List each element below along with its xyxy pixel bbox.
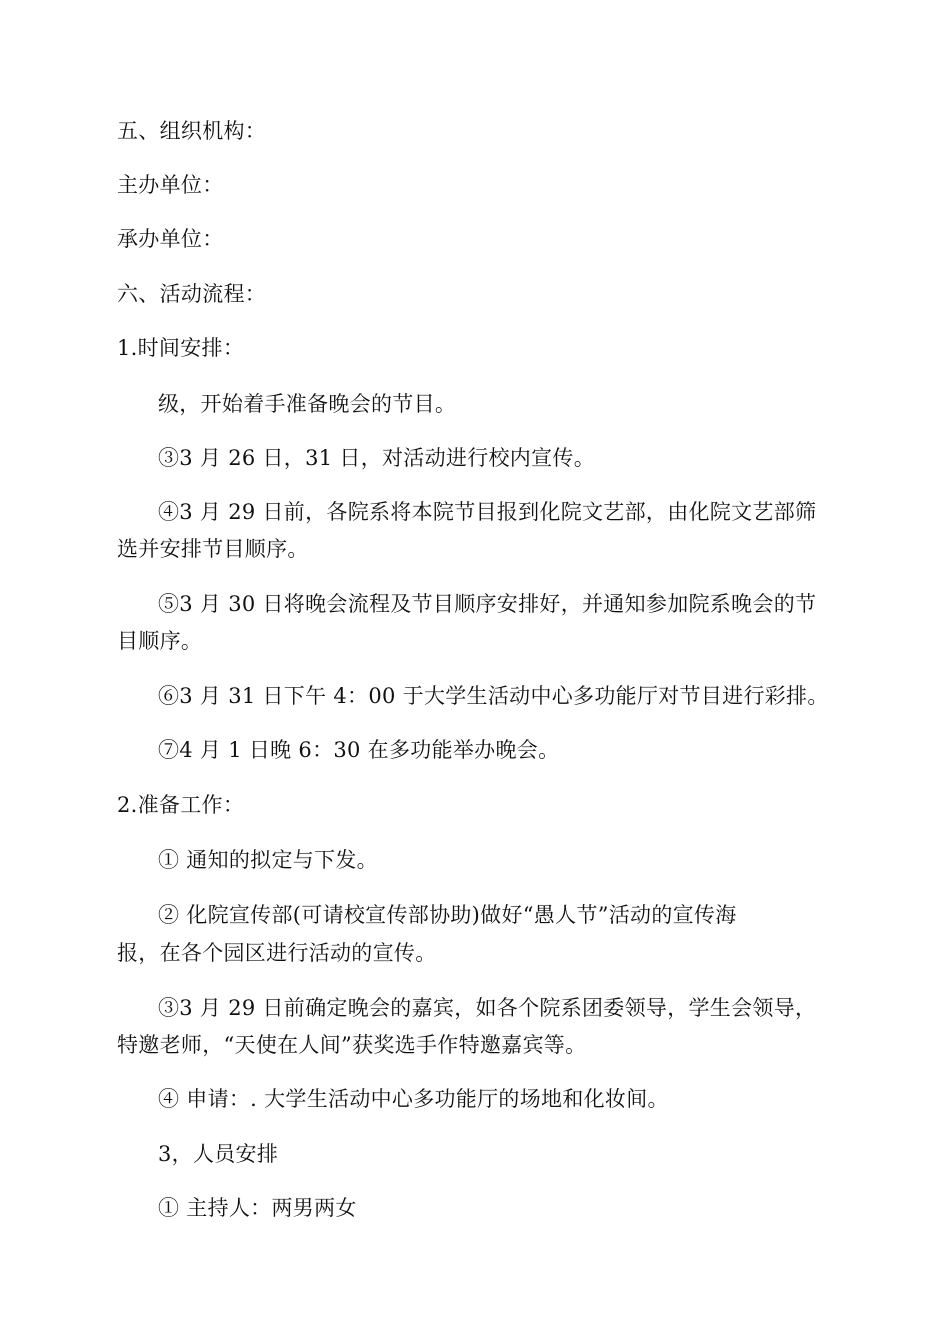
subheading-staffing: 3，人员安排: [158, 1142, 279, 1166]
subheading-preparation: 2.准备工作：: [117, 793, 245, 817]
section-heading-organization: 五、组织机构：: [117, 119, 267, 143]
paragraph-line: ① 通知的拟定与下发。: [158, 848, 378, 872]
paragraph-line: 报，在各个园区进行活动的宣传。: [117, 941, 437, 965]
paragraph-line: ⑥3 月 31 日下午 4：00 于大学生活动中心多功能厅对节目进行彩排。: [158, 684, 829, 708]
paragraph-line: ③3 月 29 日前确定晚会的嘉宾，如各个院系团委领导，学生会领导，: [158, 996, 817, 1020]
paragraph-line: 级，开始着手准备晚会的节目。: [158, 392, 457, 416]
paragraph-line: 目顺序。: [117, 629, 203, 653]
paragraph-line: ⑦4 月 1 日晚 6：30 在多功能举办晚会。: [158, 738, 560, 762]
paragraph-line: ② 化院宣传部(可请校宣传部协助)做好“愚人节”活动的宣传海: [158, 903, 737, 927]
paragraph-line: ④3 月 29 日前，各院系将本院节目报到化院文艺部，由化院文艺部筛: [158, 500, 817, 524]
host-unit-line: 主办单位：: [117, 173, 224, 197]
paragraph-line: ⑤3 月 30 日将晚会流程及节目顺序安排好，并通知参加院系晚会的节: [158, 592, 817, 616]
paragraph-line: ③3 月 26 日，31 日，对活动进行校内宣传。: [158, 446, 596, 470]
paragraph-line: 选并安排节目顺序。: [117, 537, 309, 561]
subheading-schedule: 1.时间安排：: [117, 336, 245, 360]
paragraph-line: 特邀老师，“天使在人间”获奖选手作特邀嘉宾等。: [117, 1033, 587, 1057]
paragraph-line: ① 主持人：两男两女: [158, 1196, 357, 1220]
section-heading-process: 六、活动流程：: [117, 282, 267, 306]
organizer-unit-line: 承办单位：: [117, 227, 224, 251]
paragraph-line: ④ 申请：. 大学生活动中心多功能厅的场地和化妆间。: [158, 1087, 669, 1111]
